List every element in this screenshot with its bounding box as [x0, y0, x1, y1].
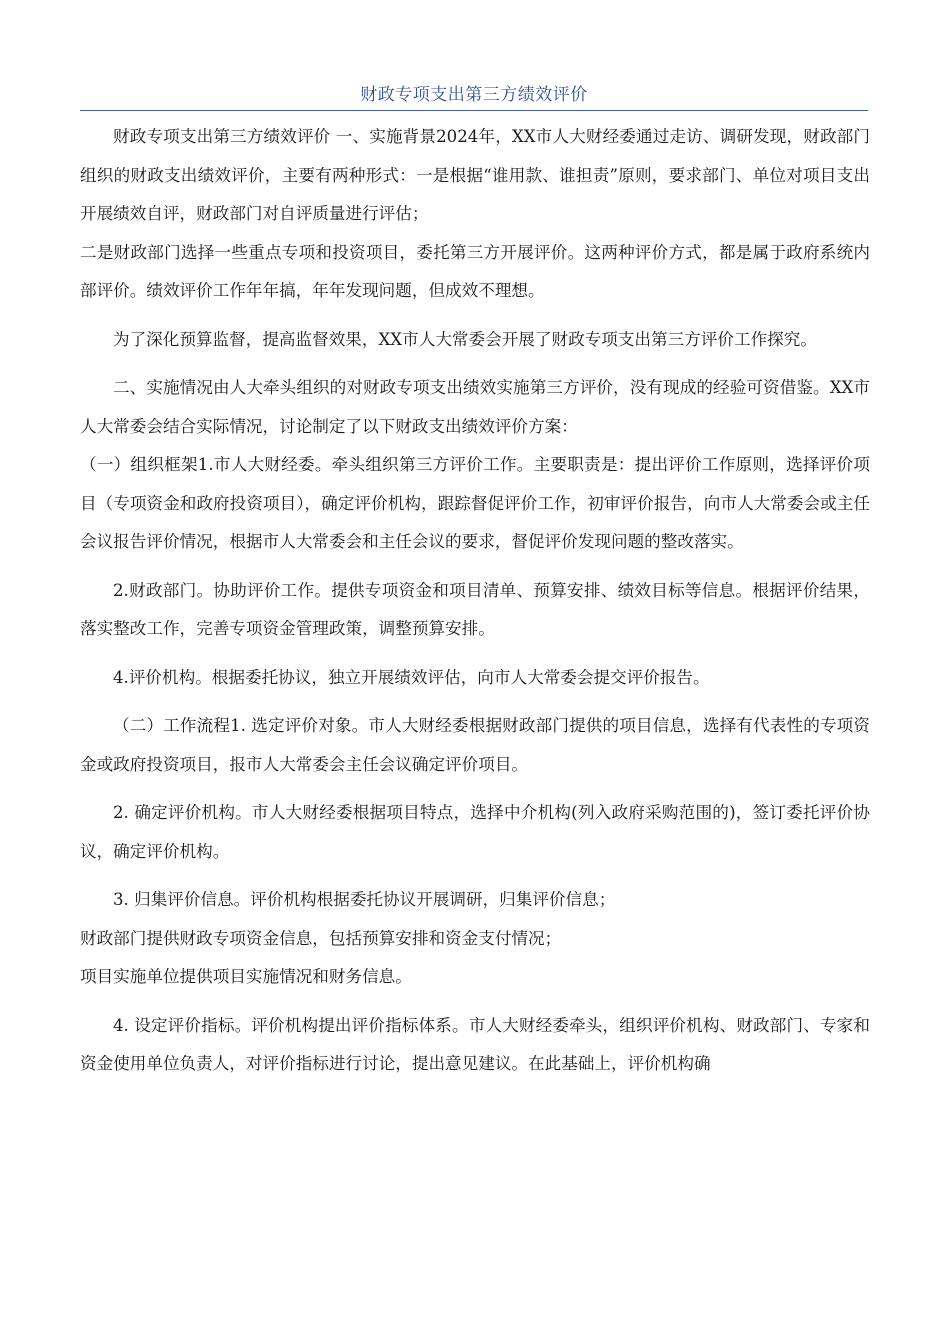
paragraph: 3. 归集评价信息。评价机构根据委托协议开展调研，归集评价信息；: [113, 890, 616, 909]
paragraph: 2. 确定评价机构。市人大财经委根据项目特点，选择中介机构(列入政府采购范围的)，签订委托评价协议，确定评价机构。: [80, 803, 870, 861]
paragraph: 4.评价机构。根据委托协议，独立开展绩效评估，向市人大常委会提交评价报告。: [113, 667, 710, 687]
paragraph: 二、实施情况由人大牵头组织的对财政专项支出绩效实施第三方评价，没有现成的经验可资借鉴。XX市人大常委会结合实际情况，讨论制定了以下财政支出绩效评价方案：: [80, 378, 870, 436]
document-title: 财政专项支出第三方绩效评价: [360, 85, 588, 105]
document-body: [80, 118, 870, 1084]
paragraph: 为了深化预算监督，提高监督效果，XX市人大常委会开展了财政专项支出第三方评价工作探究。: [113, 329, 817, 349]
paragraph: （二）工作流程1. 选定评价对象。市人大财经委根据财政部门提供的项目信息，选择有代表性的专项资金或政府投资项目，报市人大常委会主任会议确定评价项目。: [80, 716, 870, 774]
paragraph: 财政部门提供财政专项资金信息，包括预算安排和资金支付情况；: [80, 928, 562, 948]
paragraph: 二是财政部门选择一些重点专项和投资项目，委托第三方开展评价。这两种评价方式，都是属于政府系统内部评价。绩效评价工作年年搞，年年发现问题，但成效不理想。: [80, 242, 870, 300]
paragraph: （一）组织框架1.市人大财经委。牵头组织第三方评价工作。主要职责是：提出评价工作原则，选择评价项目（专项资金和政府投资项目），确定评价机构，跟踪督促评价工作，初审评价报告，向市人大常委会或主任会议报告评价情况，根据市人大常委会和主任会议的要求，督促评价发现问题的整改落实。: [80, 455, 870, 551]
paragraph: 项目实施单位提供项目实施情况和财务信息。: [80, 967, 412, 986]
paragraph: 4. 设定评价指标。评价机构提出评价指标体系。市人大财经委牵头，组织评价机构、财政部门、专家和资金使用单位负责人，对评价指标进行讨论，提出意见建议。在此基础上，评价机构确: [80, 1015, 870, 1073]
paragraph: 财政专项支出第三方绩效评价 一、实施背景2024年，XX市人大财经委通过走访、调研发现，财政部门组织的财政支出绩效评价，主要有两种形式：一是根据“谁用款、谁担责”原则，要求部门、单位对项目支出开展绩效自评，财政部门对自评质量进行评估；: [80, 127, 870, 223]
document-header: [80, 80, 868, 111]
paragraph: 2.财政部门。协助评价工作。提供专项资金和项目清单、预算安排、绩效目标等信息。根据评价结果，落实整改工作，完善专项资金管理政策，调整预算安排。: [80, 580, 870, 638]
